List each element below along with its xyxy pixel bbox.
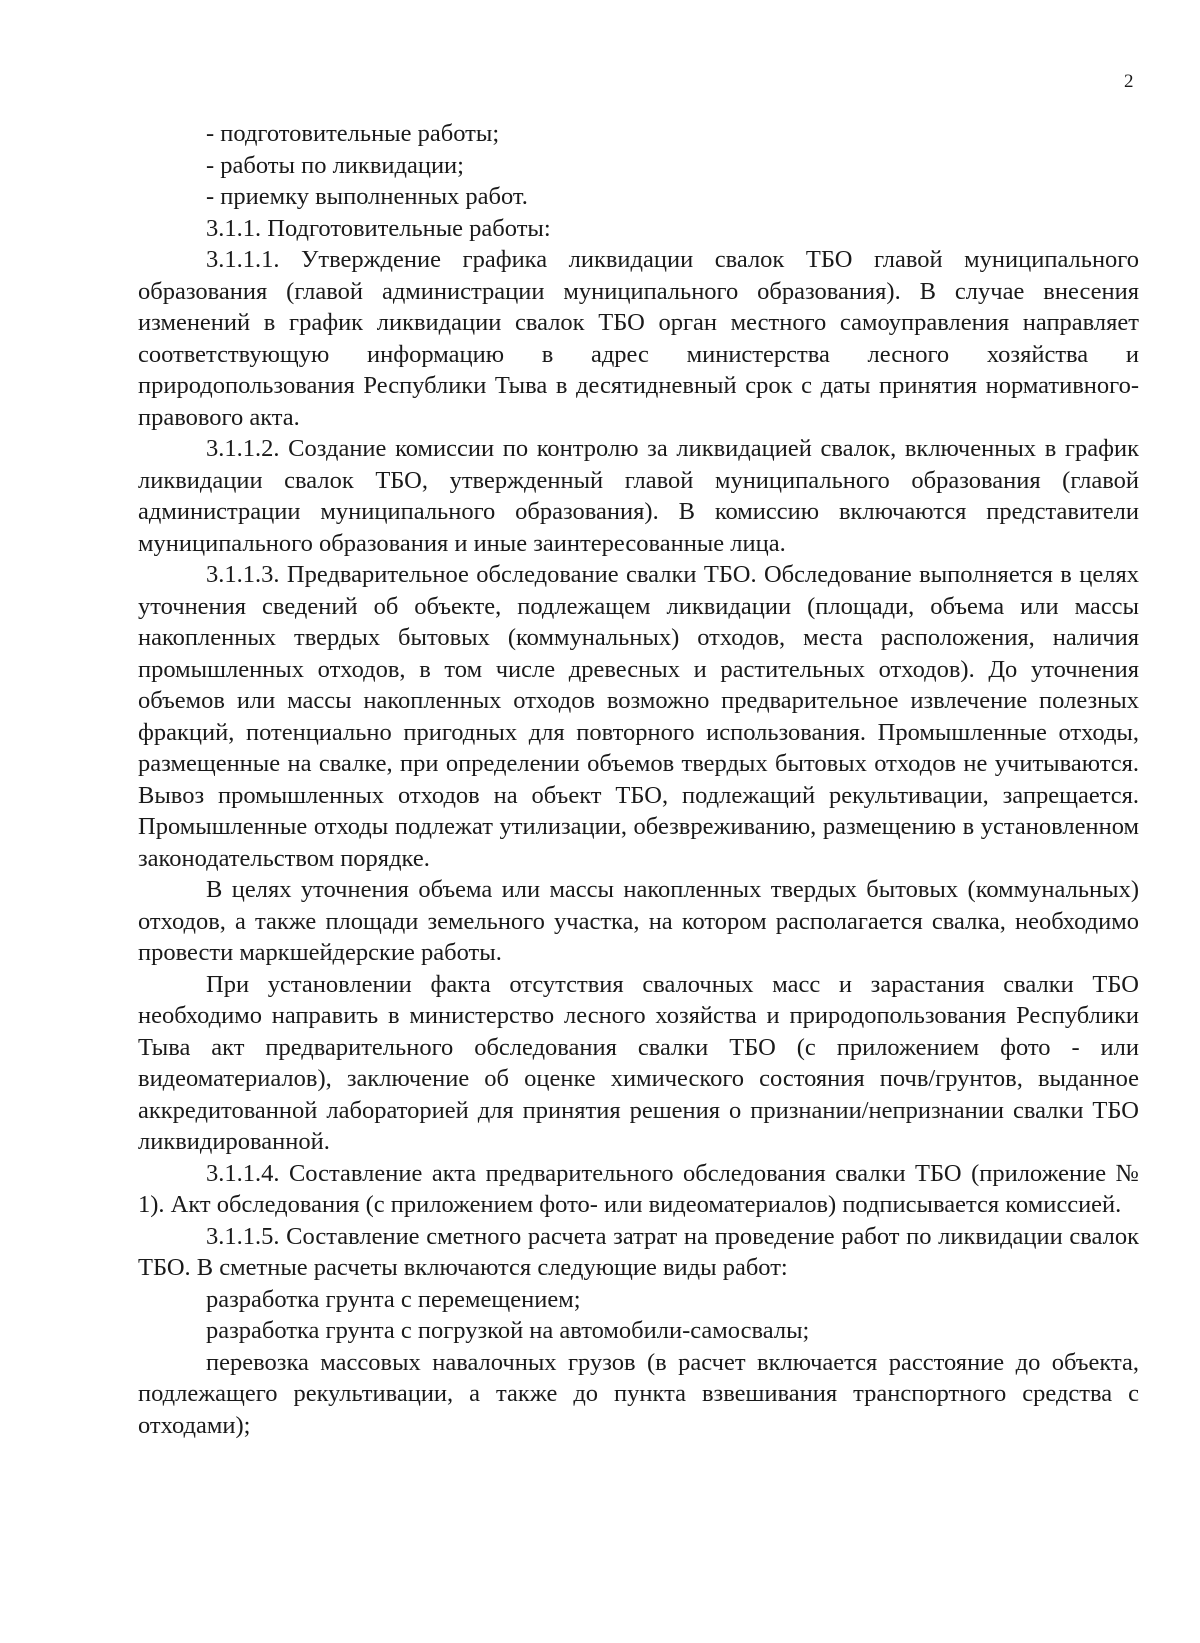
list-item-liquidation-works: - работы по ликвидации; (206, 151, 464, 179)
list-item-soil-moving: разработка грунта с перемещением; (206, 1285, 581, 1313)
list-item-bulk-transport: перевозка массовых навалочных грузов (в расчет включается расстояние до объекта, подлежащего рекультивации, а также до пункта взвешивания транспортного средства с отходами); (138, 1348, 1139, 1439)
document-body (138, 118, 1139, 1441)
list-item-preparatory-works: - подготовительные работы; (206, 120, 500, 147)
paragraph-3-1-1-1: 3.1.1.1. Утверждение графика ликвидации свалок ТБО главой муниципального образования (главой администрации муниципального образования). В случае внесения изменений в график ликвидации свалок ТБО орган местного самоуправления направляет соответствующую информацию в адрес министерства лесного хозяйства и природопользования Республики Тыва в десятидневный срок с даты принятия нормативного-правового акта. (138, 246, 1139, 431)
paragraph-absence-of-waste: При установлении факта отсутствия свалочных масс и зарастания свалки ТБО необходимо направить в министерство лесного хозяйства и природопользования Республики Тыва акт предварительного обследования свалки ТБО (с приложением фото - или видеоматериалов), заключение об оценке химического состояния почв/грунтов, выданное аккредитованной лабораторией для принятия решения о признании/непризнании свалки ТБО ликвидированной. (138, 970, 1139, 1155)
list-item-acceptance-of-works: - приемку выполненных работ. (206, 183, 528, 210)
paragraph-3-1-1-4: 3.1.1.4. Составление акта предварительного обследования свалки ТБО (приложение № 1). Акт обследования (с приложением фото- или видеоматериалов) подписывается комиссией. (138, 1159, 1139, 1218)
paragraph-3-1-1-5: 3.1.1.5. Составление сметного расчета затрат на проведение работ по ликвидации свалок ТБО. В сметные расчеты включаются следующие виды работ: (138, 1222, 1139, 1281)
page-number: 2 (1124, 71, 1134, 92)
paragraph-survey-works: В целях уточнения объема или массы накопленных твердых бытовых (коммунальных) отходов, а также площади земельного участка, на котором располагается свалка, необходимо провести маркшейдерские работы. (138, 876, 1139, 966)
paragraph-3-1-1-2: 3.1.1.2. Создание комиссии по контролю за ликвидацией свалок, включенных в график ликвидации свалок ТБО, утвержденный главой муниципального образования (главой администрации муниципального образования). В комиссию включаются представители муниципального образования и иные заинтересованные лица. (138, 435, 1139, 557)
section-heading-3-1-1: 3.1.1. Подготовительные работы: (206, 214, 551, 242)
list-item-soil-loading: разработка грунта с погрузкой на автомобили-самосвалы; (206, 1317, 810, 1344)
paragraph-3-1-1-3: 3.1.1.3. Предварительное обследование свалки ТБО. Обследование выполняется в целях уточнения сведений об объекте, подлежащем ликвидации (площади, объема или массы накопленных твердых бытовых (коммунальных) отходов, места расположения, наличия промышленных отходов, в том числе древесных и растительных отходов). До уточнения объемов или массы накопленных отходов возможно предварительное извлечение полезных фракций, потенциально пригодных для повторного использования. Промышленные отходы, размещенные на свалке, при определении объемов твердых бытовых отходов не учитываются. Вывоз промышленных отходов на объект ТБО, подлежащий рекультивации, запрещается. Промышленные отходы подлежат утилизации, обезвреживанию, размещению в установленном законодательством порядке. (138, 561, 1139, 872)
